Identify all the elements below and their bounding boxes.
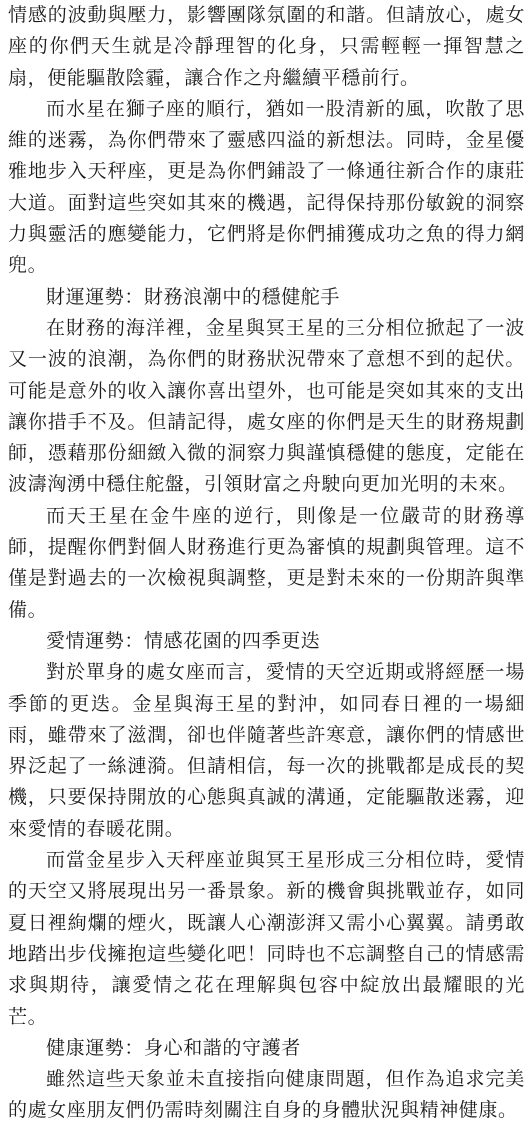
paragraph-wealth-1: 在財務的海洋裡，金星與冥王星的三分相位掀起了一波又一波的浪潮，為你們的財務狀況帶來了意想不到的起伏。可能是意外的收入讓你喜出望外，也可能是突如其來的支出讓你措手不及。但請記得，處女座的你們是天生的財務規劃師，憑藉那份細緻入微的洞察力與謹慎穩健的態度，定能在波濤洶湧中穩住舵盤，引領財富之舟駛向更加光明的未來。 [8,316,525,496]
paragraph-wealth-2: 而天王星在金牛座的逆行，則像是一位嚴苛的財務導師，提醒你們對個人財務進行更為審慎的規劃與管理。這不僅是對過去的一次檢視與調整，更是對未來的一份期許與準備。 [8,504,525,621]
section-heading-wealth: 財運運勢：財務浪潮中的穩健舵手 [46,285,341,308]
paragraph-mercury-venus: 而水星在獅子座的順行，猶如一股清新的風，吹散了思維的迷霧，為你們帶來了靈感四溢的新想法。同時，金星優雅地步入天秤座，更是為你們鋪設了一條通往新合作的康莊大道。面對這些突如其來的機遇，記得保持那份敏銳的洞察力與靈活的應變能力，它們將是你們捕獲成功之魚的得力網兜。 [8,97,525,277]
paragraph-love-2: 而當金星步入天秤座並與冥王星形成三分相位時，愛情的天空又將展現出另一番景象。新的機會與挑戰並存，如同夏日裡絢爛的煙火，既讓人心潮澎湃又需小心翼翼。請勇敢地踏出步伐擁抱這些變化吧！同時也不忘調整自己的情感需求與期待，讓愛情之花在理解與包容中綻放出最耀眼的光芒。 [8,849,525,1028]
section-heading-love: 愛情運勢：情感花園的四季更迭 [46,629,321,652]
section-heading-health: 健康運勢：身心和諧的守護者 [46,1036,301,1059]
paragraph-love-1: 對於單身的處女座而言，愛情的天空近期或將經歷一場季節的更迭。金星與海王星的對沖，如同春日裡的一場細雨，雖帶來了滋潤，卻也伴隨著些許寒意，讓你們的情感世界泛起了一絲漣漪。但請相信，每一次的挑戰都是成長的契機，只要保持開放的心態與真誠的溝通，定能驅散迷霧，迎來愛情的春暖花開。 [8,661,525,840]
paragraph-health-1: 雖然這些天象並未直接指向健康問題，但作為追求完美的處女座朋友們仍需時刻關注自身的身體狀況與精神健康。 [8,1068,525,1122]
paragraph-work-continued: 情感的波動與壓力，影響團隊氛圍的和諧。但請放心，處女座的你們天生就是冷靜理智的化身，只需輕輕一揮智慧之扇，便能驅散陰霾，讓合作之舟繼續平穩前行。 [8,4,525,89]
